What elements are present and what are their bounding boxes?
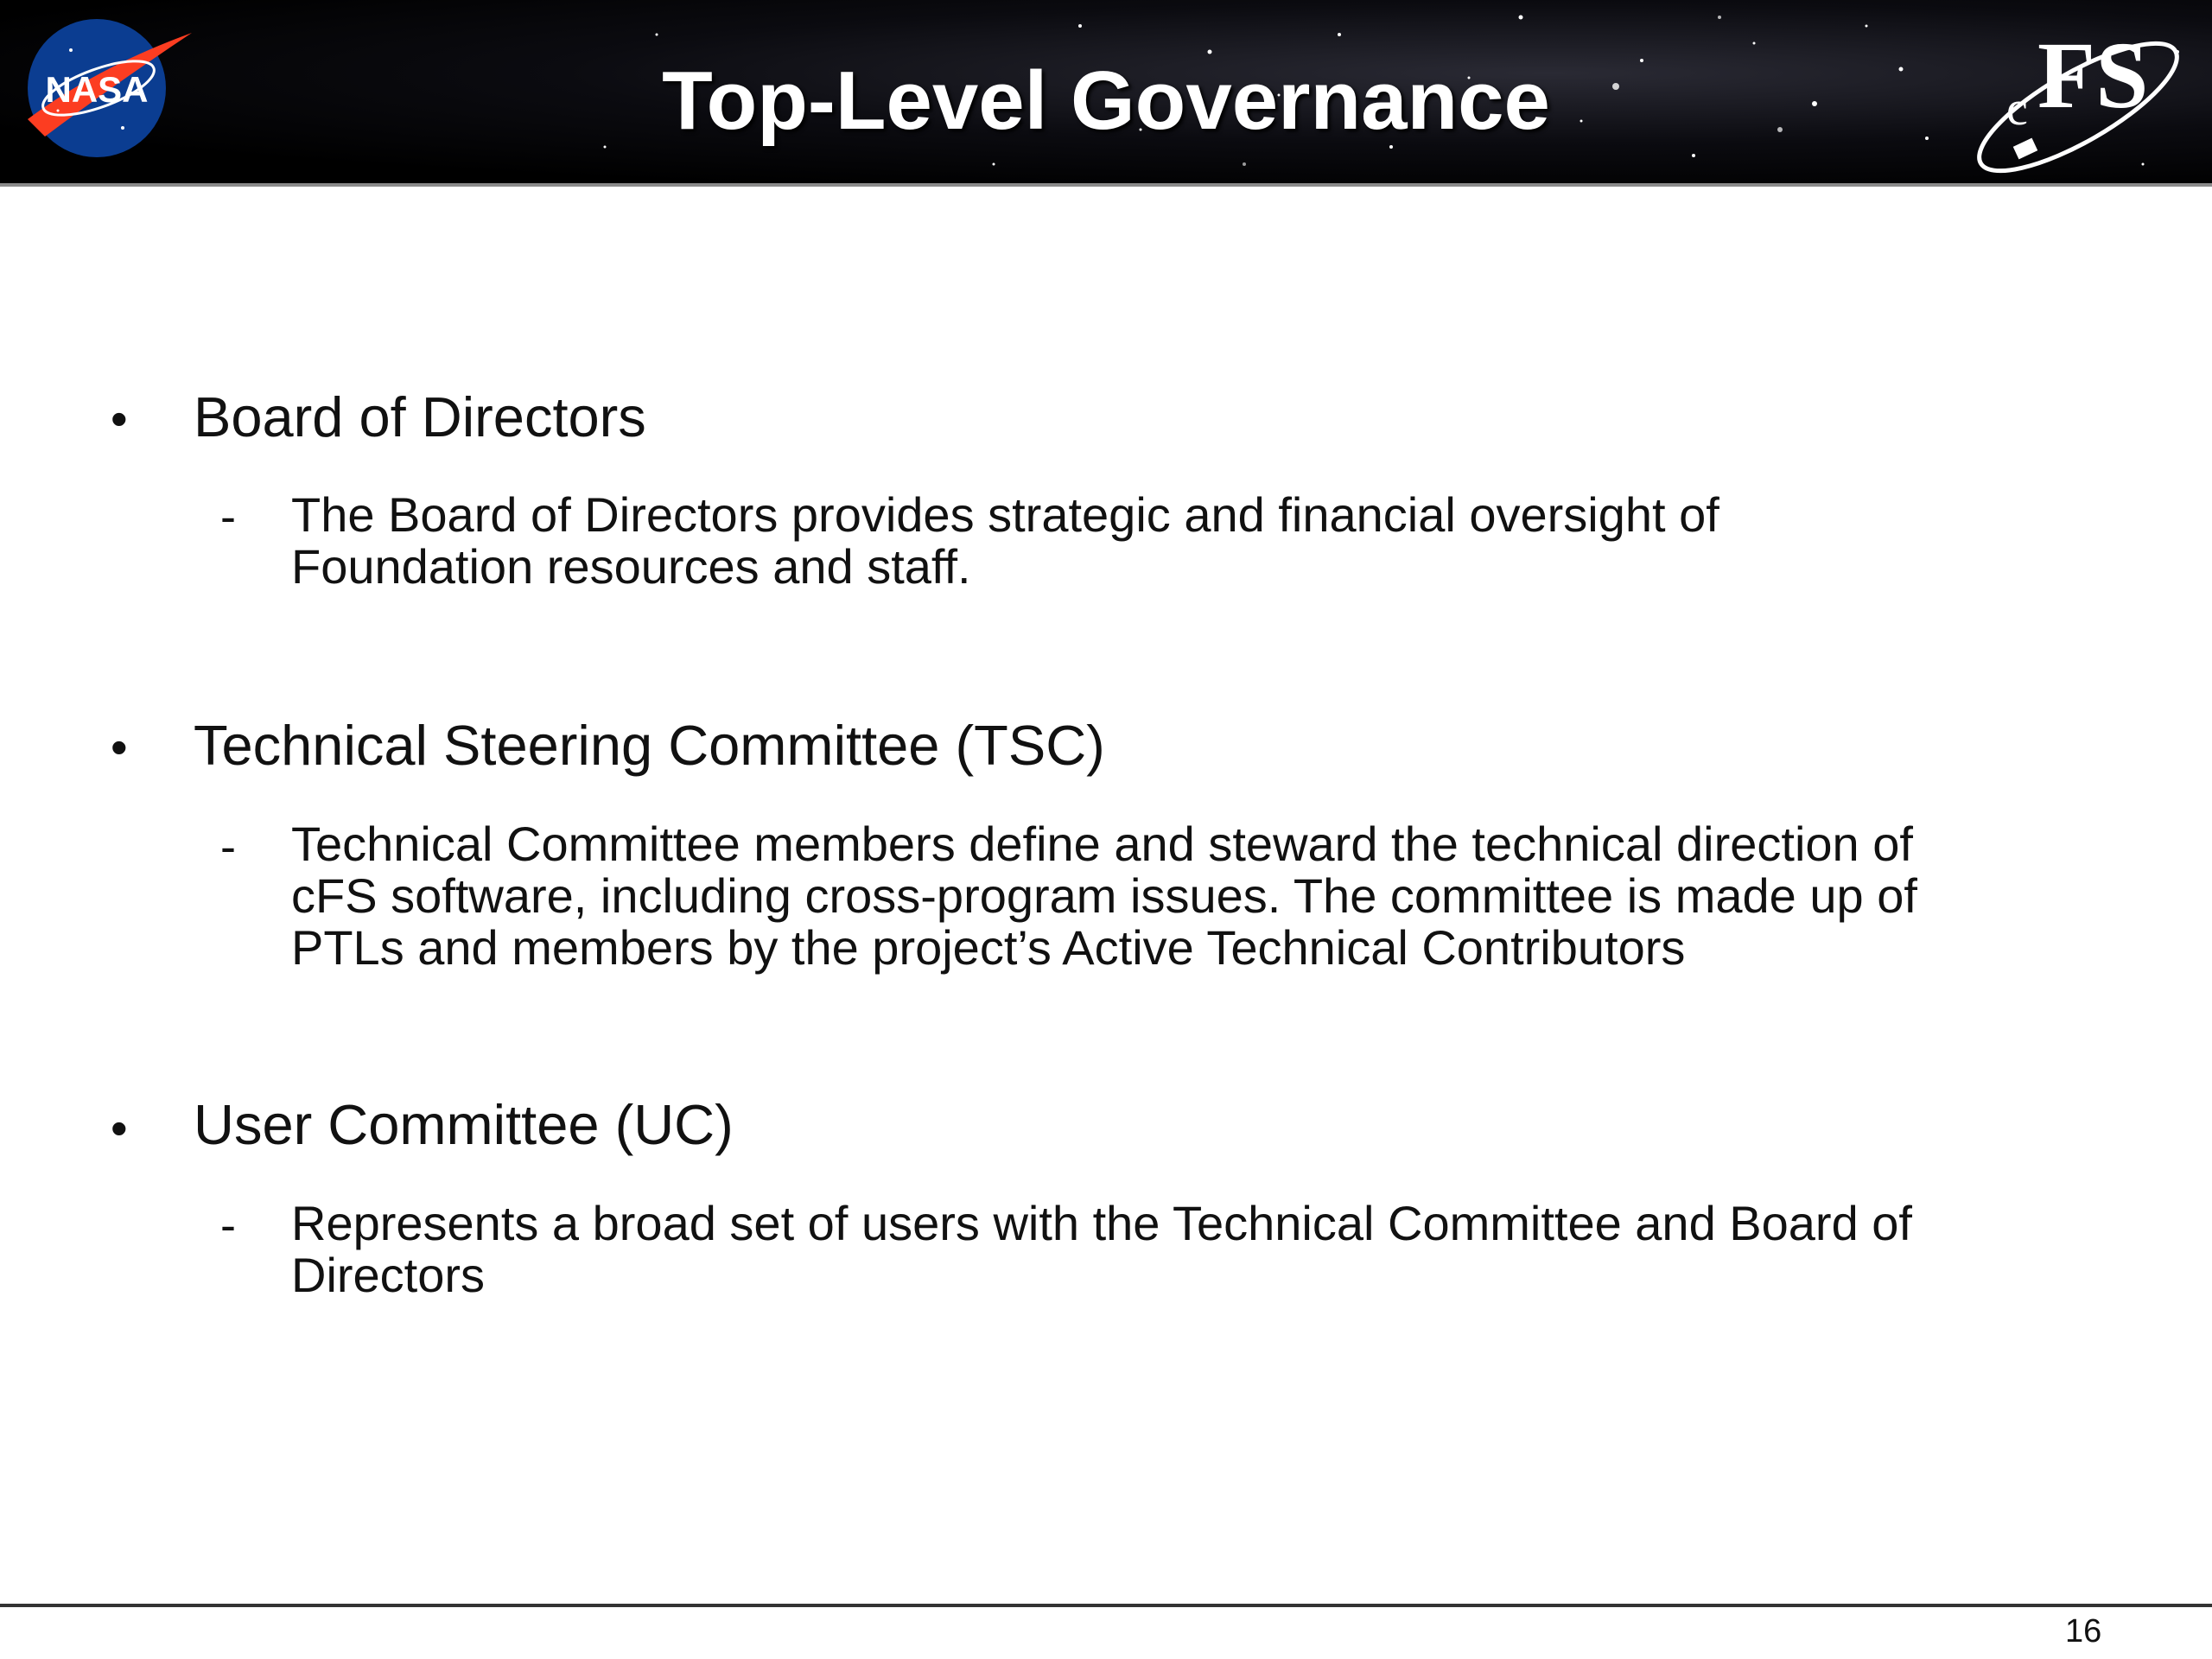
sub-bullet-board (291, 489, 2088, 593)
sub-bullet-uc (291, 1198, 2088, 1301)
sub-bullet-marker: - (220, 491, 236, 543)
slide-title: Top-Level Governance (662, 54, 1550, 147)
sub-bullet-marker: - (220, 821, 236, 873)
bullet-heading-board: Board of Directors (194, 385, 646, 448)
bullet-marker: • (111, 1101, 128, 1155)
footer-divider (0, 1604, 2212, 1607)
header-divider (0, 183, 2212, 187)
cfs-logo (1961, 12, 2186, 176)
svg-text:c: c (2006, 82, 2028, 136)
bullet-marker: • (111, 720, 128, 774)
sub-line: Technical Committee members define and steward the technical direction of (291, 817, 1913, 871)
sub-bullet-tsc (291, 818, 2088, 974)
page-number: 16 (2065, 1613, 2102, 1649)
bullet-heading-tsc: Technical Steering Committee (TSC) (194, 714, 1105, 777)
svg-text:NASA: NASA (45, 69, 149, 110)
sub-line: cFS software, including cross-program issues. The committee is made up of (291, 868, 1917, 923)
svg-text:FS: FS (2037, 22, 2149, 128)
bullet-heading-uc: User Committee (UC) (194, 1093, 734, 1156)
sub-line: Represents a broad set of users with the Technical Committee and Board of (291, 1196, 1912, 1250)
bullet-marker: • (111, 391, 128, 446)
sub-line: Foundation resources and staff. (291, 539, 971, 594)
sub-line: The Board of Directors provides strategic and financial oversight of (291, 487, 1719, 542)
slide-header (0, 0, 2212, 183)
sub-line: Directors (291, 1248, 486, 1302)
sub-line: PTLs and members by the project’s Active Technical Contributors (291, 920, 1686, 975)
sub-bullet-marker: - (220, 1199, 236, 1251)
